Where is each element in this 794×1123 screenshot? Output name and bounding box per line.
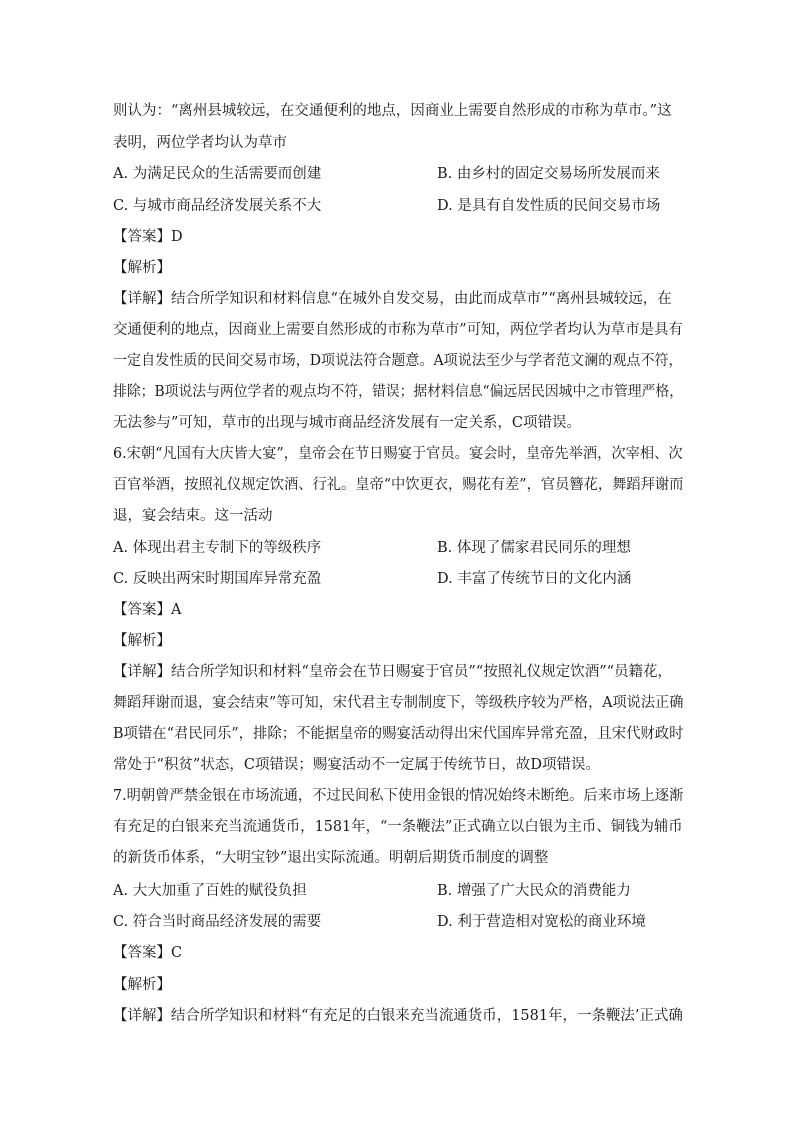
q6-detail-line-3: B项错在“君民同乐”，排除；不能据皇帝的赐宴活动得出宋代国库异常充盈，且宋代财政时 (113, 726, 684, 742)
q7-analysis-label: 【解析】 (113, 977, 171, 993)
q7-option-c: C. 符合当时商品经济发展的需要 (113, 914, 322, 930)
q6-stem-line-3: 退，宴会结束。这一活动 (113, 508, 273, 524)
q5-stem-line-1: 则认为：“离州县城较远，在交通便利的地点，因商业上需要自然形成的市称为草市。”这 (113, 103, 672, 119)
q6-option-d: D. 丰富了传统节日的文化内涵 (437, 571, 632, 587)
q7-option-d: D. 利于营造相对宽松的商业环境 (437, 914, 646, 930)
q7-answer: 【答案】C (113, 945, 183, 961)
q5-stem-line-2: 表明，两位学者均认为草市 (113, 135, 287, 151)
q7-stem-line-1: 7.明朝曾严禁金银在市场流通，不过民间私下使用金银的情况始终未断绝。后来市场上逐渐 (113, 788, 684, 804)
q7-detail-line-1: 【详解】结合所学知识和材料“有充足的白银来充当流通货币，1581年，一条鞭法’正式确 (113, 1008, 683, 1024)
q6-detail-line-2: 舞蹈拜谢而退，宴会结束”等可知，宋代君主专制制度下，等级秩序较为严格，A项说法正确 (113, 695, 684, 711)
q6-option-c: C. 反映出两宋时期国库异常充盈 (113, 571, 322, 587)
q5-option-a: A. 为满足民众的生活需要而创建 (113, 166, 322, 182)
q7-stem-line-2: 有充足的白银来充当流通货币，1581年，“一条鞭法”正式确立以白银为主币、铜钱为辅币 (113, 819, 683, 835)
q6-detail-line-1: 【详解】结合所学知识和材料“皇帝会在节日赐宴于官员”“按照礼仪规定饮酒”“员籍花， (113, 664, 673, 680)
q5-option-d: D. 是具有自发性质的民间交易市场 (437, 198, 661, 214)
q5-option-b: B. 由乡村的固定交易场所发展而来 (437, 166, 660, 182)
q5-detail-line-5: 无法参与”可知，草市的出现与城市商品经济发展有一定关系，C项错误。 (113, 415, 582, 431)
q6-analysis-label: 【解析】 (113, 633, 171, 649)
q7-option-b: B. 增强了广大民众的消费能力 (437, 883, 631, 899)
q5-detail-line-2: 交通便利的地点，因商业上需要自然形成的市称为草市”可知，两位学者均认为草市是具有 (113, 322, 683, 338)
q7-stem-line-3: 的新货币体系，“大明宝钞”退出实际流通。明朝后期货币制度的调整 (113, 850, 549, 866)
q6-stem-line-1: 6.宋朝“凡国有大庆皆大宴”，皇帝会在节日赐宴于官员。宴会时，皇帝先举酒，次宰相、次 (113, 446, 683, 462)
q6-option-a: A. 体现出君主专制下的等级秩序 (113, 540, 322, 556)
q5-analysis-label: 【解析】 (113, 260, 171, 276)
q7-option-a: A. 大大加重了百姓的赋役负担 (113, 883, 307, 899)
q5-detail-line-4: 排除；B项说法与两位学者的观点均不符，错误；据材料信息“偏远居民因城中之市管理严格， (113, 384, 684, 400)
q5-answer: 【答案】D (113, 229, 183, 245)
q5-option-c: C. 与城市商品经济发展关系不大 (113, 198, 322, 214)
q6-answer: 【答案】A (113, 602, 182, 618)
q6-option-b: B. 体现了儒家君民同乐的理想 (437, 540, 631, 556)
q5-detail-line-1: 【详解】结合所学知识和材料信息“在城外自发交易，由此而成草市”“离州县城较远，在 (113, 291, 672, 307)
q6-stem-line-2: 百官举酒，按照礼仪规定饮酒、行礼。皇帝“中饮更衣，赐花有差”，官员簪花，舞蹈拜谢而 (113, 477, 684, 493)
q5-detail-line-3: 一定自发性质的民间交易市场，D项说法符合题意。A项说法至少与学者范文澜的观点不符， (113, 353, 683, 369)
q6-detail-line-4: 常处于“积贫”状态，C项错误；赐宴活动不一定属于传统节日，故D项错误。 (113, 757, 601, 773)
